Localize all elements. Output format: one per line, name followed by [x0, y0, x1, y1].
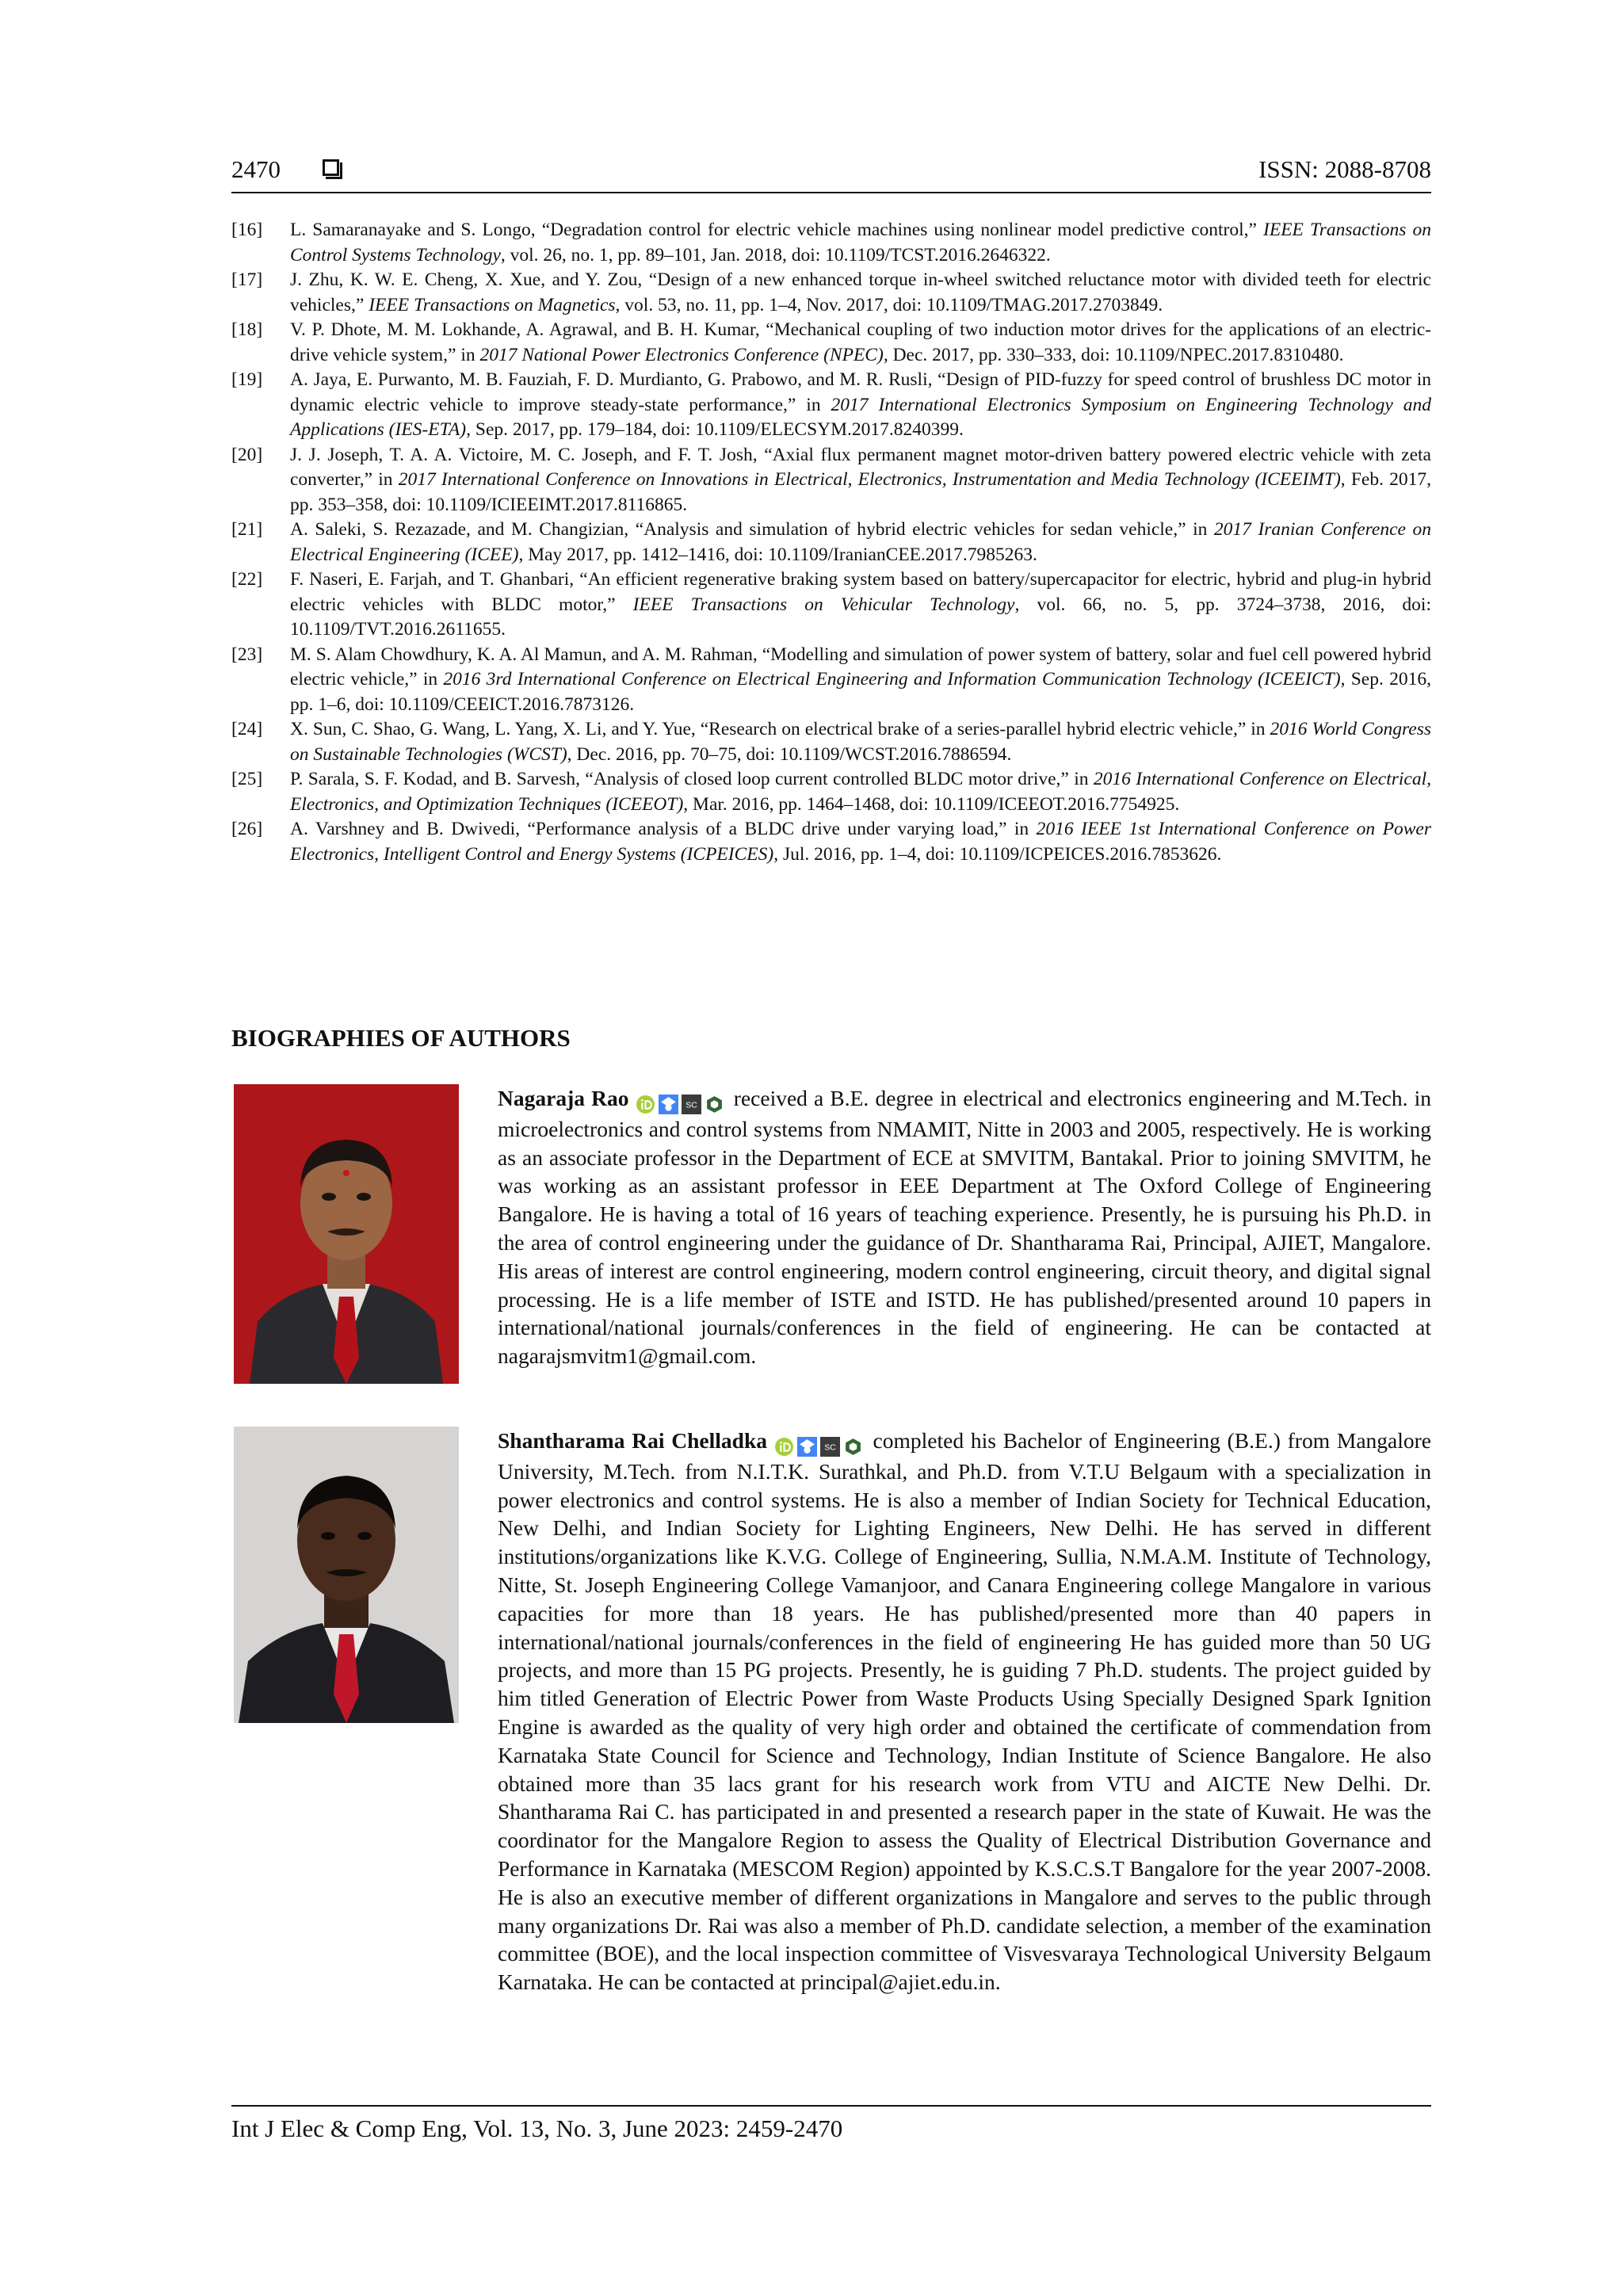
reference-venue: 2017 Iranian Conference on Electrical Engineering (ICEE): [290, 519, 1432, 565]
reference-details: , vol. 53, no. 11, pp. 1–4, Nov. 2017, doi: 10.1109/TMAG.2017.2703849.: [615, 294, 1163, 315]
reference-text: J. Zhu, K. W. E. Cheng, X. Xue, and Y. Zou, “Design of a new enhanced torque in-wheel switched reluctance motor with divided teeth for electric vehicles,”: [290, 269, 1431, 315]
reference-text: J. J. Joseph, T. A. A. Victoire, M. C. Joseph, and F. T. Josh, “Axial flux permanent magnet motor-driven battery powered electric vehicle with zeta converter,” in: [290, 444, 1431, 490]
reference-number: [23]: [231, 644, 263, 665]
biography-text: received a B.E. degree in electrical and electronics engineering and M.Tech. in microelectronics and control systems from NMAMIT, Nitte in 2003 and 2005, respectively. He is working as an associate professor in the Department of ECE at SMVITM, Bantakal. Prior to joining SMVITM, he was working as an assistant professor in EEE Department at The Oxford College of Engineering Bangalore. He is having a total of 16 years of teaching experience. Presently, he is pursuing his Ph.D. in the area of control engineering under the guidance of Dr. Shantharama Rai, Principal, AJIET, Mangalore. His areas of interest are control engineering, modern control engineering, circuit theory, and digital signal processing. He is a life member of ISTE and ISTD. He has published/presented around 10 papers in international/national journals/conferences in the field of engineering. He can be contacted at nagarajsmvitm1@gmail.com.: [498, 1086, 1431, 1369]
reference-number: [16]: [231, 220, 263, 240]
reference-details: , vol. 66, no. 5, pp. 3724–3738, 2016, doi: 10.1109/TVT.2016.2611655.: [290, 594, 1431, 640]
reference-venue: IEEE Transactions on Control Systems Technology: [290, 220, 1431, 266]
reference-details: , Dec. 2017, pp. 330–333, doi: 10.1109/NPEC.2017.8310480.: [883, 344, 1344, 365]
reference-item: [231, 717, 1431, 767]
reference-item: [231, 318, 1431, 368]
orcid-icon[interactable]: [774, 1435, 794, 1455]
reference-item: [231, 817, 1431, 867]
reference-number: [25]: [231, 769, 263, 789]
reference-text: X. Sun, C. Shao, G. Wang, L. Yang, X. Li, and Y. Yue, “Research on electrical brake of a series-parallel hybrid electric vehicle,” in: [290, 719, 1270, 739]
author-name: Nagaraja Rao: [498, 1086, 629, 1110]
profile-icons: [636, 1087, 727, 1115]
author-photo: [234, 1427, 459, 1723]
reference-item: [231, 443, 1431, 518]
reference-venue: IEEE Transactions on Magnetics: [369, 294, 616, 315]
orcid-icon[interactable]: [636, 1093, 655, 1113]
reference-details: , Jul. 2016, pp. 1–4, doi: 10.1109/ICPEICES.2016.7853626.: [773, 843, 1222, 865]
reference-number: [22]: [231, 569, 263, 590]
author-biography: [498, 1427, 1431, 1996]
reference-details: , Dec. 2016, pp. 70–75, doi: 10.1109/WCST.2016.7886594.: [567, 743, 1012, 765]
google-scholar-icon[interactable]: [659, 1093, 678, 1113]
reference-text: P. Sarala, S. F. Kodad, and B. Sarvesh, “Analysis of closed loop current controlled BLDC motor drive,” in: [290, 769, 1094, 789]
reference-item: [231, 268, 1431, 318]
scopus-icon[interactable]: [682, 1093, 701, 1113]
reference-number: [18]: [231, 319, 263, 340]
reference-number: [19]: [231, 369, 263, 390]
reference-venue: 2017 International Electronics Symposium on Engineering Technology and Applications (IES-ETA): [290, 394, 1431, 440]
page-number: 2470: [231, 155, 281, 183]
reference-text: M. S. Alam Chowdhury, K. A. Al Mamun, and A. M. Rahman, “Modelling and simulation of power system of battery, solar and fuel cell powered hybrid electric vehicle,” in: [290, 644, 1431, 690]
reference-venue: 2016 IEEE 1st International Conference on Power Electronics, Intelligent Control and Energy Systems (ICPEICES): [290, 819, 1431, 865]
reference-item: [231, 368, 1431, 443]
reference-details: , vol. 26, no. 1, pp. 89–101, Jan. 2018, doi: 10.1109/TCST.2016.2646322.: [500, 244, 1051, 266]
reference-text: A. Saleki, S. Rezazade, and M. Changizian, “Analysis and simulation of hybrid electric vehicles for sedan vehicle,” in: [290, 519, 1214, 540]
reference-text: V. P. Dhote, M. M. Lokhande, A. Agrawal, and B. H. Kumar, “Mechanical coupling of two induction motor drives for the applications of an electric-drive vehicle system,” in: [290, 319, 1431, 365]
reference-item: [231, 767, 1431, 817]
reference-details: , Sep. 2016, pp. 1–6, doi: 10.1109/CEEICT.2016.7873126.: [290, 669, 1432, 715]
profile-icons: [774, 1429, 866, 1457]
reference-details: , Mar. 2016, pp. 1464–1468, doi: 10.1109/ICEEOT.2016.7754925.: [683, 793, 1180, 815]
reference-item: [231, 218, 1431, 268]
reference-number: [26]: [231, 819, 263, 839]
reference-text: F. Naseri, E. Farjah, and T. Ghanbari, “An efficient regenerative braking system based on battery/supercapacitor for electric, hybrid and plug-in hybrid electric vehicles with BLDC motor,”: [290, 569, 1431, 615]
reference-details: , May 2017, pp. 1412–1416, doi: 10.1109/IranianCEE.2017.7985263.: [518, 544, 1037, 565]
reference-venue: 2016 3rd International Conference on Electrical Engineering and Information Communication Technology (ICEEICT): [443, 669, 1341, 690]
square-icon: [323, 159, 339, 176]
author-name: Shantharama Rai Chelladka: [498, 1428, 767, 1453]
reference-details: , Feb. 2017, pp. 353–358, doi: 10.1109/ICIEEIMT.2017.8116865.: [290, 469, 1431, 515]
reference-venue: 2016 International Conference on Electrical, Electronics, and Optimization Techniques (ICEEOT): [290, 769, 1431, 815]
page-header: [231, 152, 1431, 193]
svg-text:SC: SC: [824, 1443, 836, 1453]
reference-venue: 2016 World Congress on Sustainable Technologies (WCST): [290, 719, 1431, 765]
references-list: [231, 218, 1431, 867]
reference-item: [231, 643, 1431, 718]
biographies-heading: BIOGRAPHIES OF AUTHORS: [231, 1024, 571, 1052]
publons-icon[interactable]: [705, 1093, 724, 1113]
reference-number: [24]: [231, 719, 263, 739]
publons-icon[interactable]: [843, 1435, 863, 1455]
header-rule: [231, 192, 1431, 193]
reference-venue: 2017 International Conference on Innovations in Electrical, Electronics, Instrumentation and Media Technology (ICEEIMT): [398, 469, 1341, 490]
google-scholar-icon[interactable]: [797, 1435, 817, 1455]
footer-rule: [231, 2105, 1431, 2107]
reference-text: L. Samaranayake and S. Longo, “Degradation control for electric vehicle machines using nonlinear model predictive control,”: [290, 220, 1264, 240]
author-biography: [498, 1084, 1431, 1370]
author-photo: [234, 1084, 459, 1384]
reference-text: A. Varshney and B. Dwivedi, “Performance analysis of a BLDC drive under varying load,” in: [290, 819, 1037, 839]
issn: ISSN: 2088-8708: [1258, 155, 1431, 183]
reference-number: [20]: [231, 444, 263, 465]
scopus-icon[interactable]: [820, 1435, 840, 1455]
reference-number: [17]: [231, 269, 263, 290]
biography-text: completed his Bachelor of Engineering (B.E.) from Mangalore University, M.Tech. from N.I.T.K. Surathkal, and Ph.D. from V.T.U Belgaum with a specialization in power electronics and control systems. He is also a member of Indian Society for Technical Education, New Delhi, and Indian Society for Lighting Engineers, New Delhi. He has served in different institutions/organizations like K.V.G. College of Engineering, Sullia, N.M.A.M. Institute of Technology, Nitte, St. Joseph Engineering College Vamanjoor, and Canara Engineering college Mangalore in various capacities for more than 18 years. He has published/presented more than 40 papers in international/national journals/conferences in the field of engineering He has guided more than 50 UG projects, and more than 15 PG projects. Presently, he is guiding 7 Ph.D. students. The project guided by him titled Generation of Electric Power from Waste Products Using Specially Designed Spark Ignition Engine is awarded as the quality of very high order and obtained the certificate of commendation from Karnataka State Council for Science and Technology, Indian Institute of Science Bangalore. He also obtained more than 35 lacs grant for his research work from VTU and AICTE New Delhi. Dr. Shantharama Rai C. has participated in and presented a research paper in the state of Kuwait. He was the coordinator for the Mangalore Region to assess the Quality of Electrical Distribution Governance and Performance in Karnataka (MESCOM Region) appointed by K.S.C.S.T Bangalore for the year 2007-2008. He is also an executive member of different organizations in Mangalore and serves to the public through many organizations Dr. Rai was also a member of Ph.D. candidate selection, a member of the examination committee (BOE), and the local inspection committee of Visvesvaraya Technological University Belgaum Karnataka. He can be contacted at principal@ajiet.edu.in.: [498, 1428, 1431, 1995]
reference-number: [21]: [231, 519, 263, 540]
reference-venue: IEEE Transactions on Vehicular Technology: [632, 594, 1015, 615]
reference-item: [231, 518, 1431, 567]
reference-details: , Sep. 2017, pp. 179–184, doi: 10.1109/ELECSYM.2017.8240399.: [466, 419, 964, 440]
reference-venue: 2017 National Power Electronics Conference (NPEC): [479, 344, 884, 365]
svg-text:SC: SC: [685, 1101, 697, 1110]
page-footer: Int J Elec & Comp Eng, Vol. 13, No. 3, June 2023: 2459-2470: [231, 2115, 843, 2142]
reference-item: [231, 567, 1431, 643]
reference-text: A. Jaya, E. Purwanto, M. B. Fauziah, F. D. Murdianto, G. Prabowo, and M. R. Rusli, “Design of PID-fuzzy for speed control of brushless DC motor in dynamic electric vehicle to improve steady-state performance,” in: [290, 369, 1431, 415]
